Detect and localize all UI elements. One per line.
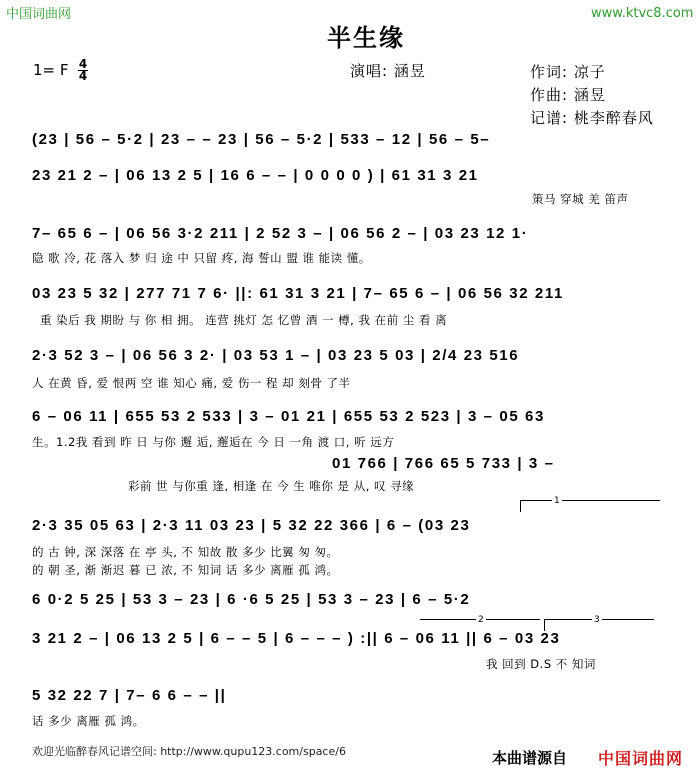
watermark-bottom-right: 中国词曲网: [598, 749, 684, 768]
score-line-8: 2·3 35 05 63 | 2·3 11 03 23 | 5 32 22 366 | 6 – (03 23: [32, 517, 471, 534]
score-line-1: (23 | 56 – 5·2 | 23 – – 23 | 56 – 5·2 | 533 – 12 | 56 – 5–: [32, 131, 491, 148]
key-signature: 1= F: [33, 61, 69, 79]
score-line-10: 3 21 2 – | 06 13 2 5 | 6 – – 5 | 6 – – – ) :|| 6 – 06 11 || 6 – 03 23: [32, 630, 561, 647]
score-line-11: 5 32 22 7 | 7– 6 6 – – ||: [32, 687, 227, 704]
lyric-line-10: 我 回到 D.S 不 知词: [486, 657, 596, 671]
lyric-line-3: 隐 歌 冷, 花 落入 梦 归 途 中 只留 疼, 海 誓山 盟 谁 能读 懂。: [32, 251, 371, 265]
score-line-6: 6 – 06 11 | 655 53 2 533 | 3 – 01 21 | 655 53 2 523 | 3 – 05 63: [32, 408, 545, 425]
watermark-top-left: 中国词曲网: [6, 7, 72, 22]
volta-1-label: 1: [554, 496, 560, 506]
score-line-3: 7– 65 6 – | 06 56 3·2 211 | 2 52 3 – | 06 56 2 – | 03 23 12 1·: [32, 225, 529, 242]
transcriber-credit: 记谱: 桃李醉春风: [530, 109, 654, 127]
lyric-line-8a: 的 古 钟, 深 深落 在 亭 头, 不 知故 散 多少 比翼 匆 匆。: [32, 545, 339, 559]
lyric-line-11: 话 多少 离雁 孤 鸿。: [32, 714, 145, 728]
volta-3-label: 3: [594, 615, 600, 625]
composer-credit: 作曲: 涵昱: [530, 86, 606, 104]
volta-2-label: 2: [478, 615, 484, 625]
song-title: 半生缘: [327, 23, 405, 52]
footer-note: 欢迎光临醉春风记谱空间: http://www.qupu123.com/space/6: [32, 745, 346, 758]
score-line-7: 01 766 | 766 65 5 733 | 3 –: [332, 455, 555, 472]
lyric-line-7: 彩前 世 与你重 逢, 相逢 在 今 生 唯你 是 从, 叹 寻缘: [128, 479, 415, 493]
volta-1-bracket-left: [520, 500, 521, 512]
lyric-line-2: 策马 穿城 羌 笛声: [532, 192, 629, 206]
lyric-line-4: 重 染后 我 期盼 与 你 相 拥。 连营 挑灯 怎 忆曾 酒 一 樽, 我 在前 尘 看 离: [40, 313, 448, 327]
score-line-4: 03 23 5 32 | 277 71 7 6· ||: 61 31 3 21 | 7– 65 6 – | 06 56 32 211: [32, 285, 564, 302]
score-line-9: 6 0·2 5 25 | 53 3 – 23 | 6 ·6 5 25 | 53 3 – 23 | 6 – 5·2: [32, 591, 471, 608]
lyric-line-6: 生。1.2我 看到 昨 日 与你 邂 逅, 邂逅在 今 日 一角 渡 口, 听 远方: [32, 435, 395, 449]
time-signature: 4 4: [78, 57, 88, 83]
lyric-line-5: 人 在黄 昏, 爱 恨两 空 谁 知心 痛, 爱 伤一 程 却 刻骨 了半: [32, 376, 351, 390]
lyric-line-8b: 的 朝 圣, 渐 渐迟 暮 已 浓, 不 知词 话 多少 离雁 孤 鸿。: [32, 563, 339, 577]
score-line-5: 2·3 52 3 – | 06 56 3 2· | 03 53 1 – | 03 23 5 03 | 2/4 23 516: [32, 347, 520, 364]
source-label: 本曲谱源自: [492, 749, 568, 767]
watermark-top-right: www.ktvc8.com: [591, 6, 694, 21]
lyricist-credit: 作词: 凉子: [530, 63, 606, 81]
score-line-2: 23 21 2 – | 06 13 2 5 | 16 6 – – | 0 0 0 0 ) | 61 31 3 21: [32, 167, 479, 184]
singer-credit: 演唱: 涵昱: [350, 62, 426, 80]
volta-1-bracket: [520, 500, 660, 501]
